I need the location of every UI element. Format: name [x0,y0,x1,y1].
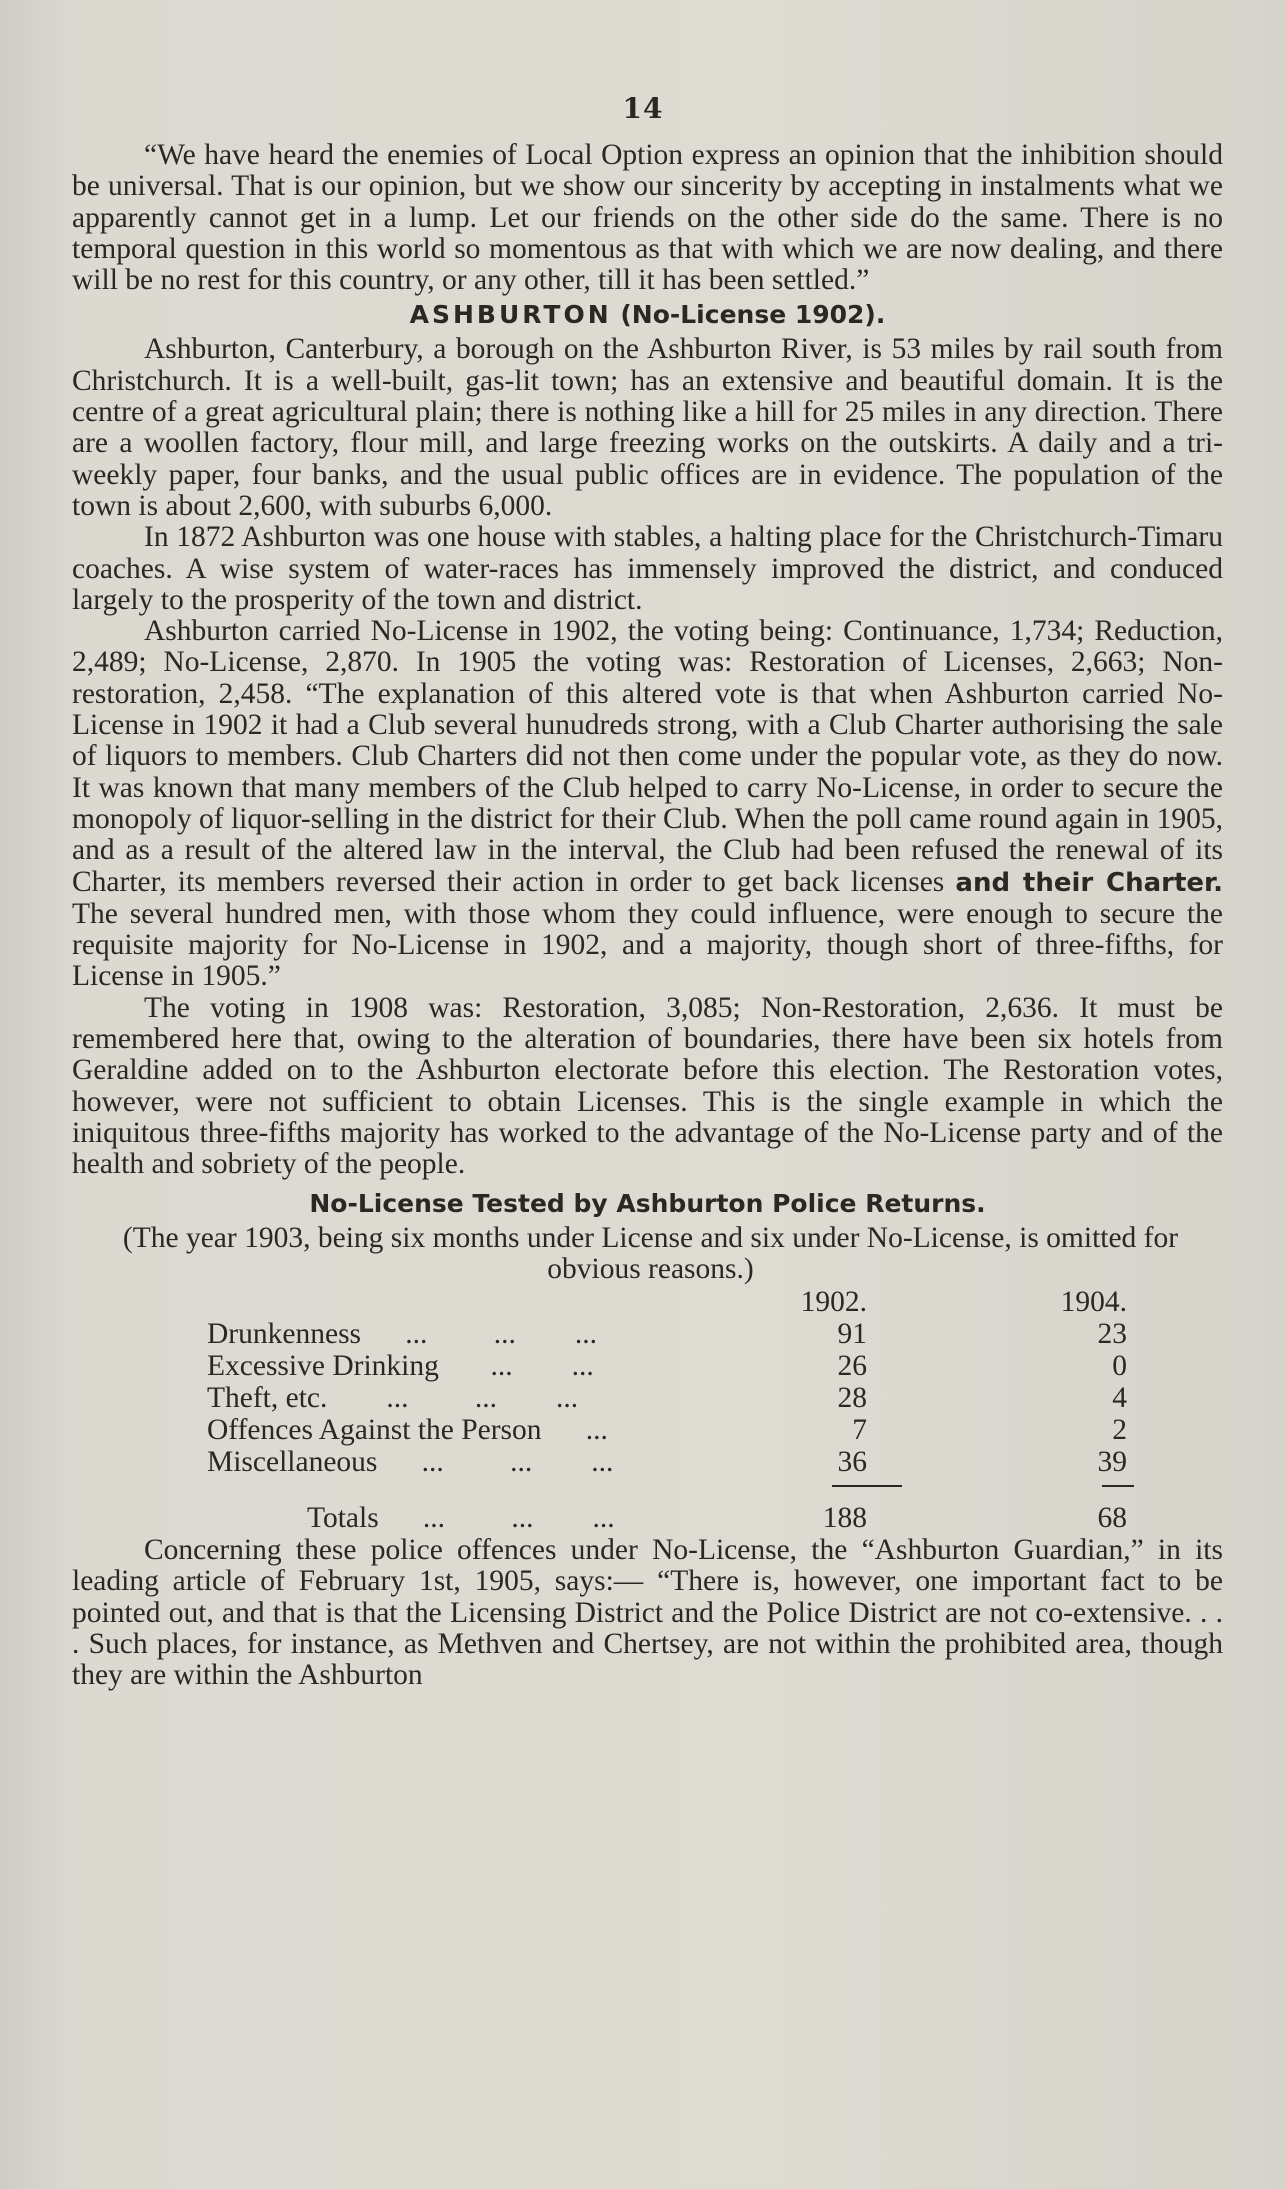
table-row [207,1319,1177,1351]
row-label: Excessive Drinking ... ... [207,1351,594,1383]
row-value-1904: 2 [1112,1414,1127,1447]
totals-value-1904: 68 [1097,1502,1127,1535]
paragraph-2: In 1872 Ashburton was one house with stables, a halting place for the Christchurch-Timaru coaches. A wise system of water-races has immensely improved the district, and conduced largely to the prosperity of the town and district. [72,521,1223,616]
row-value-1904: 39 [1097,1446,1127,1479]
police-returns-table [207,1287,1177,1535]
page-body [72,140,1223,1692]
paragraph-1: Ashburton, Canterbury, a borough on the Ashburton River, is 53 miles by rail south from Christchurch. It is a well-built, gas-lit town; has an extensive and beautiful domain. It is the centre of a great agricultural plain; there is nothing like a hill for 25 miles in any direction. There are a woollen factory, flour mill, and large freezing works on the outskirts. A daily and a tri-weekly paper, four banks, and the usual public offices are in evidence. The population of the town is about 2,600, with suburbs 6,000. [72,333,1223,522]
table-row [207,1447,1177,1479]
page-number: 14 [622,92,664,125]
paragraph-3 [72,616,1223,993]
row-label: Offences Against the Person ... [207,1415,608,1447]
paragraph-3-bold: and their Charter. [955,867,1224,898]
row-value-1904: 4 [1112,1382,1127,1415]
quote-paragraph: “We have heard the enemies of Local Option express an opinion that the inhibition should be universal. That is our opinion, but we show our sincerity by accepting in instalments what we apparently cannot get in a lump. Let our friends on the other side do the same. There is no temporal question in this world so momentous as that with which we are now dealing, and there will be no rest for this country, or any other, till it has been settled.” [72,139,1223,297]
totals-value-1902: 188 [822,1502,867,1535]
row-value-1902: 36 [837,1446,867,1479]
column-1904: 1904. [1060,1286,1127,1319]
totals-row [207,1503,1177,1535]
table-header [207,1287,1177,1319]
row-value-1902: 91 [837,1318,867,1351]
table-row [207,1415,1177,1447]
column-1902: 1902. [800,1286,867,1319]
table-row [207,1351,1177,1383]
rule-1904 [1102,1485,1134,1487]
row-label: Miscellaneous ... ... ... [207,1447,614,1479]
paragraph-4: The voting in 1908 was: Restoration, 3,085; Non-Restoration, 2,636. It must be remembered here that, owing to the alteration of boundaries, there have been six hotels from Geraldine added on to the Ashburton electorate before this election. The Restoration votes, however, were not sufficient to obtain Licenses. This is the single example in which the iniquitous three-fifths majority has worked to the advantage of the No-License party and of the health and sobriety of the people. [72,991,1223,1181]
section-heading-name: ASHBURTON [409,300,612,330]
closing-paragraph: Concerning these police offences under No-License, the “Ashburton Guardian,” in its leading article of February 1st, 1905, says:— “There is, however, one important fact to be pointed out, and that is that the Licensing District and the Police District are not co-extensive. . . . Such places, for instance, as Methven and Chertsey, are not within the prohibited area, though they are within the Ashburton [72,1534,1223,1692]
paragraph-3-part-a: Ashburton carried No-License in 1902, the voting being: Continuance, 1,734; Reduction, 2,489; No-License, 2,870. In 1905 the voting was: Restoration of Licenses, 2,663; Non-restoration, 2,458. “The explanation of this altered vote is that when Ashburton carried No-License in 1902 it had a Club several hunudreds strong, with a Club Charter authorising the sale of liquors to members. Club Charters did not then come under the popular vote, as they do now. It was known that many members of the Club helped to carry No-License, in order to secure the monopoly of liquor-selling in the district for their Club. When the poll came round again in 1905, and as a result of the altered law in the interval, the Club had been refused the renewal of its Charter, its members reversed their action in order to get back licenses [72,615,1223,898]
rule-1902 [832,1485,902,1487]
section-heading [72,298,1223,332]
row-value-1902: 26 [837,1350,867,1383]
row-value-1902: 28 [837,1382,867,1415]
total-rules [207,1479,1177,1493]
row-label: Theft, etc. ... ... ... [207,1383,579,1415]
totals-label: Totals ... ... ... [307,1503,615,1535]
row-value-1902: 7 [852,1414,867,1447]
police-returns-heading: No-License Tested by Ashburton Police Returns. [309,1188,986,1218]
paragraph-3-part-b: The several hundred men, with those whom they could influence, were enough to secure the requisite majority for No-License in 1902, and a majority, though short of three-fifths, for License in 1905.” [72,897,1223,993]
row-label: Drunkenness ... ... ... [207,1319,598,1351]
row-value-1904: 0 [1112,1350,1127,1383]
row-value-1904: 23 [1097,1318,1127,1351]
table-row [207,1383,1177,1415]
section-heading-rest: (No-License 1902). [620,300,886,330]
police-returns-note: (The year 1903, being six months under License and six under No-License, is omitted for obvious reasons.) [122,1221,1179,1285]
